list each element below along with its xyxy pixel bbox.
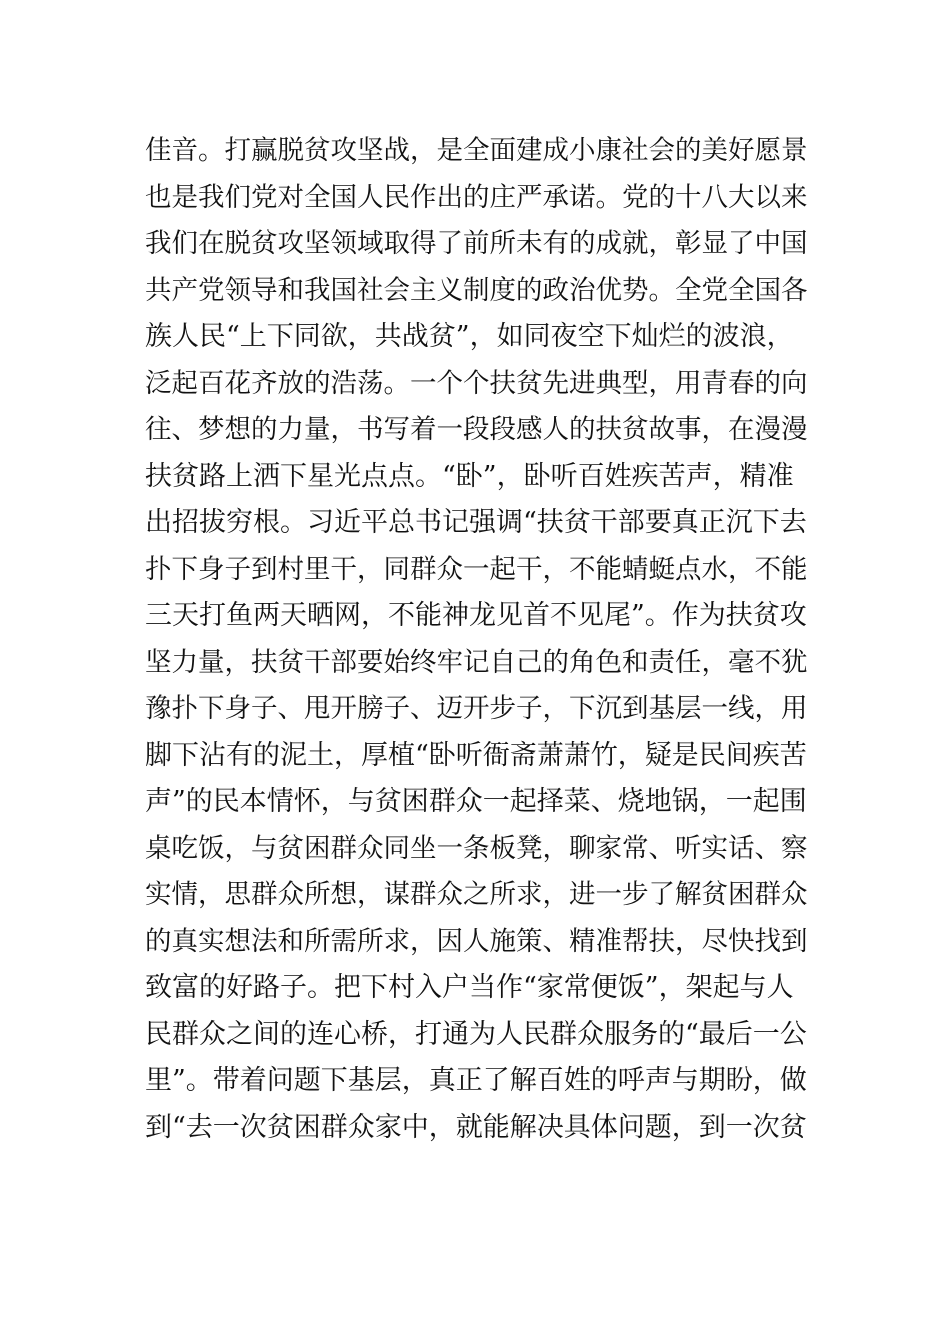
text-line: 共产党领导和我国社会主义制度的政治优势。全党全国各 (145, 274, 808, 306)
text-line: 泛起百花齐放的浩荡。一个个扶贫先进典型，用青春的向 (145, 367, 808, 399)
text-line: 声”的民本情怀，与贫困群众一起择菜、烧地锅，一起围 (145, 786, 807, 817)
text-line: 出招拔穷根。习近平总书记强调“扶贫干部要真正沉下去 (145, 507, 807, 538)
body-text (145, 128, 815, 1151)
text-line: 里”。带着问题下基层，真正了解百姓的呼声与期盼，做 (145, 1065, 807, 1096)
text-line: 坚力量，扶贫干部要始终牢记自己的角色和责任，毫不犹 (145, 646, 808, 678)
text-line: 族人民“上下同欲，共战贫”，如同夜空下灿烂的波浪， (145, 321, 794, 352)
text-line: 豫扑下身子、甩开膀子、迈开步子，下沉到基层一线，用 (145, 693, 808, 724)
text-line: 到“去一次贫困群众家中，就能解决具体问题，到一次贫 (145, 1111, 807, 1143)
text-line: 桌吃饭，与贫困群众同坐一条板凳，聊家常、听实话、察 (145, 832, 808, 864)
text-line: 我们在脱贫攻坚领域取得了前所未有的成就，彰显了中国 (145, 228, 808, 259)
text-line: 致富的好路子。把下村入户当作“家常便饭”，架起与人 (145, 972, 794, 1003)
text-line: 民群众之间的连心桥，打通为人民群众服务的“最后一公 (145, 1018, 807, 1050)
text-line: 的真实想法和所需所求，因人施策、精准帮扶，尽快找到 (145, 925, 808, 957)
text-line: 三天打鱼两天晒网，不能神龙见首不见尾”。作为扶贫攻 (145, 600, 807, 631)
text-line: 也是我们党对全国人民作出的庄严承诺。党的十八大以来 (145, 181, 808, 213)
text-line: 扑下身子到村里干，同群众一起干，不能蜻蜓点水，不能 (145, 553, 808, 585)
text-line: 实情，思群众所想，谋群众之所求，进一步了解贫困群众 (145, 879, 808, 910)
text-line: 往、梦想的力量，书写着一段段感人的扶贫故事，在漫漫 (145, 414, 808, 445)
text-line: 扶贫路上洒下星光点点。“卧”，卧听百姓疾苦声，精准 (145, 460, 794, 492)
text-line: 佳音。打赢脱贫攻坚战，是全面建成小康社会的美好愿景 (145, 135, 808, 166)
text-line: 脚下沾有的泥土，厚植“卧听衙斋萧萧竹，疑是民间疾苦 (145, 739, 807, 771)
